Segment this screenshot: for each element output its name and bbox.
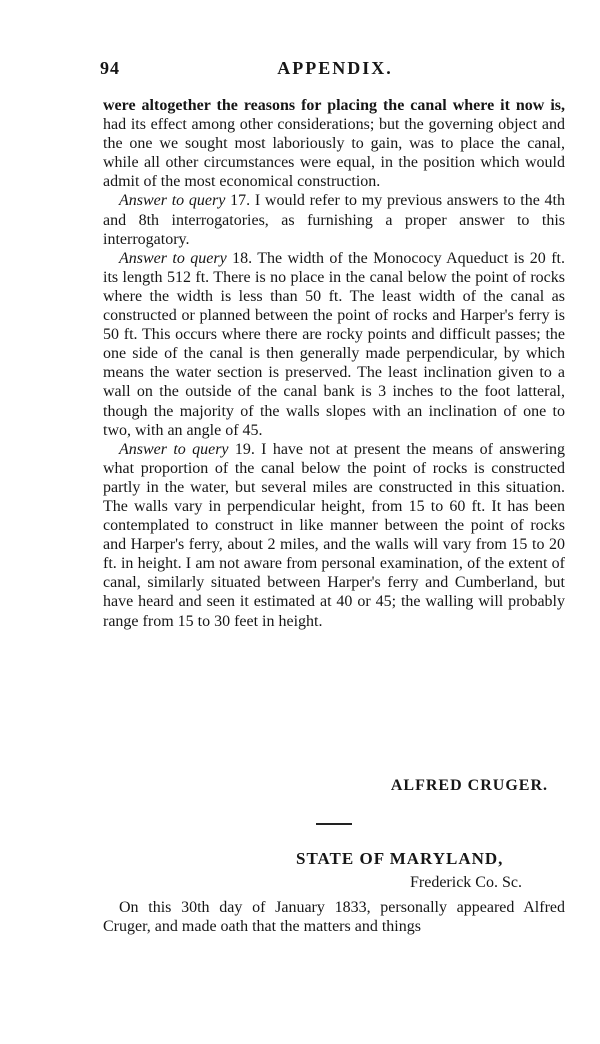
signature: ALFRED CRUGER. xyxy=(390,777,548,794)
answer-17-paragraph xyxy=(103,191,565,248)
answer-18-text: 18. The width of the Monococy Aqueduct is 20 ft. its length 512 ft. There is no place in the canal below the point of rocks where the width is less than 50 ft. The least width of the canal as constructed or planned between the point of rocks and Harper's ferry is 50 ft. This occurs where there are rocky points and difficult passes; the one side of the canal is then generally made perpendicular, by which means the water section is preserved. The least inclination given to a wall on the outside of the canal bank is 3 inches to the foot latteral, though the majority of the walls slopes with an inclination of one to two, with an angle of 45. xyxy=(103,249,565,439)
affidavit-state: STATE OF MARYLAND, xyxy=(296,849,504,868)
running-head: APPENDIX. xyxy=(277,58,393,78)
section-rule xyxy=(316,823,352,825)
affidavit-body xyxy=(103,898,565,936)
answer-19-text: 19. I have not at present the means of answering what proportion of the canal below the point of rocks is constructed partly in the water, but several miles are constructed in this situation. The walls vary in perpendicular height, from 15 to 60 ft. It has been contemplated to construct in like manner between the point of rocks and Harper's ferry, about 2 miles, and the walls will vary from 15 to 20 ft. in height. I am not aware from personal examination, of the extent of canal, similarly situated between Harper's ferry and Cumberland, but have heard and seen it estimated at 40 or 45; the walling will probably range from 15 to 30 feet in height. xyxy=(103,440,566,630)
affidavit-county: Frederick Co. Sc. xyxy=(410,874,522,891)
answer-18-paragraph xyxy=(103,249,565,440)
body-text xyxy=(103,96,565,631)
answer-17-text: 17. I would refer to my previous answers to the 4th and 8th interrogatories, as furnishing a proper answer to this interrogatory. xyxy=(103,192,566,248)
continuation-paragraph xyxy=(103,96,565,191)
answer-18-label: Answer to query xyxy=(119,249,227,267)
answer-17-label: Answer to query xyxy=(119,192,226,210)
affidavit-text: On this 30th day of January 1833, personally appeared Alfred Cruger, and made oath that the matters and things xyxy=(103,899,565,936)
continuation-bold-lead: were altogether the reasons for placing the canal where it now is, xyxy=(103,97,565,114)
continuation-text: had its effect among other considerations; but the governing object and the one we sought most laboriously to gain, was to place the canal, while all other circumstances were equal, in the position which would admit of the most economical construction. xyxy=(103,116,565,191)
answer-19-paragraph xyxy=(103,440,565,631)
answer-19-label: Answer to query xyxy=(119,440,229,458)
page-number: 94 xyxy=(100,58,120,78)
page-header xyxy=(100,58,570,84)
